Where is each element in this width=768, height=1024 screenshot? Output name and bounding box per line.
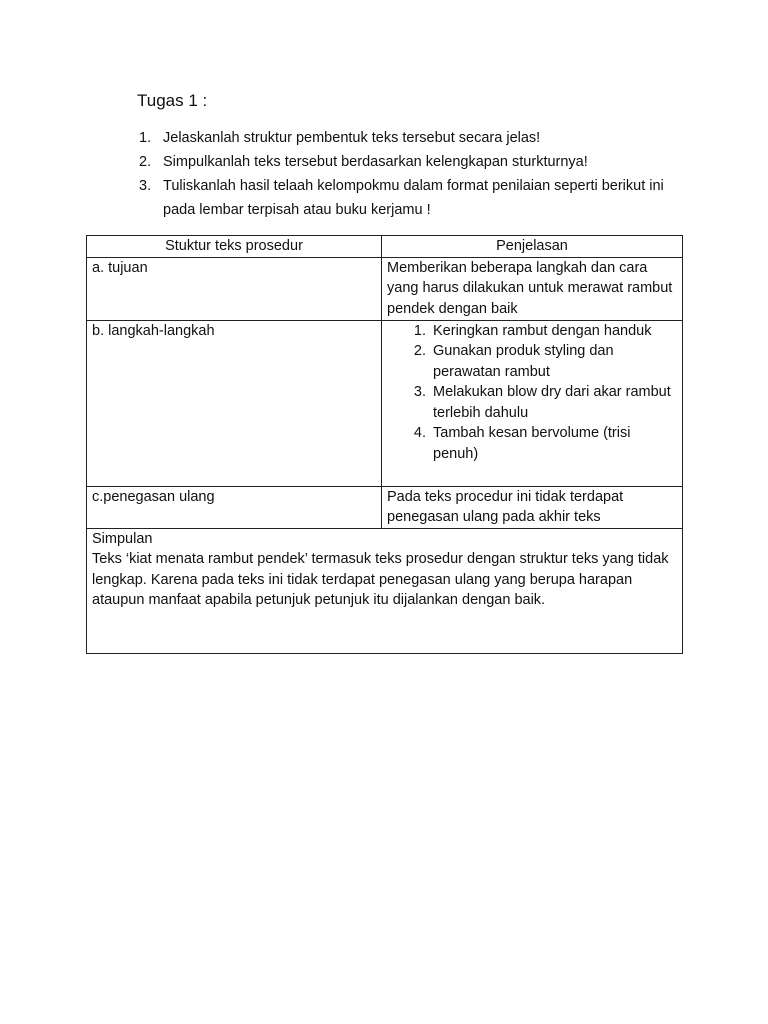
task-list (139, 126, 679, 222)
langkah-cell (382, 320, 683, 486)
task-text: Jelaskanlah struktur pembentuk teks tersebut secara jelas! (163, 130, 541, 146)
step-item (387, 382, 677, 423)
table-row-penegasan (87, 486, 683, 528)
table-row-simpulan (87, 528, 683, 653)
penegasan-text: Pada teks procedur ini tidak terdapat penegasan ulang pada akhir teks (382, 486, 683, 528)
tujuan-text: Memberikan beberapa langkah dan cara yang harus dilakukan untuk merawat rambut pendek dengan baik (382, 257, 683, 320)
step-item (387, 341, 677, 382)
langkah-label: b. langkah-langkah (87, 320, 382, 486)
structure-table (86, 235, 683, 654)
step-item (387, 423, 677, 464)
step-text: Tambah kesan bervolume (trisi penuh) (433, 425, 631, 462)
task-number: 1. (139, 130, 152, 146)
task-item (139, 150, 679, 174)
header-structure: Stuktur teks prosedur (87, 236, 382, 258)
step-item (387, 321, 677, 342)
table-header-row (87, 236, 683, 258)
task-item (139, 174, 679, 222)
task-item (139, 126, 679, 150)
step-text: Gunakan produk styling dan perawatan rambut (433, 343, 614, 380)
step-number: 3. (413, 384, 426, 400)
header-explanation: Penjelasan (382, 236, 683, 258)
simpulan-text: Teks ‘kiat menata rambut pendek’ termasuk teks prosedur dengan struktur teks yang tidak lengkap. Karena pada teks ini tidak terdapat penegasan ulang yang berupa harapan ataupun manfaat apabila petunjuk petunjuk itu dijalankan dengan baik. (92, 551, 669, 608)
step-number: 1. (413, 322, 426, 339)
task-text: Simpulkanlah teks tersebut berdasarkan kelengkapan sturkturnya! (163, 154, 588, 170)
tujuan-label: a. tujuan (87, 257, 382, 320)
task-number: 2. (139, 154, 152, 170)
steps-list (387, 321, 677, 465)
task-number: 3. (139, 178, 152, 194)
task-text: Tuliskanlah hasil telaah kelompokmu dalam format penilaian seperti berikut ini pada lembar terpisah atau buku kerjamu ! (163, 178, 664, 218)
step-number: 2. (413, 343, 426, 359)
table-row-langkah (87, 320, 683, 486)
table-row-tujuan (87, 257, 683, 320)
step-number: 4. (413, 425, 426, 441)
simpulan-heading: Simpulan (92, 530, 153, 547)
penegasan-label: c.penegasan ulang (87, 486, 382, 528)
step-text: Melakukan blow dry dari akar rambut terlebih dahulu (433, 384, 671, 421)
simpulan-cell (87, 528, 683, 653)
page-title: Tugas 1 : (137, 91, 208, 110)
step-text: Keringkan rambut dengan handuk (433, 322, 652, 339)
